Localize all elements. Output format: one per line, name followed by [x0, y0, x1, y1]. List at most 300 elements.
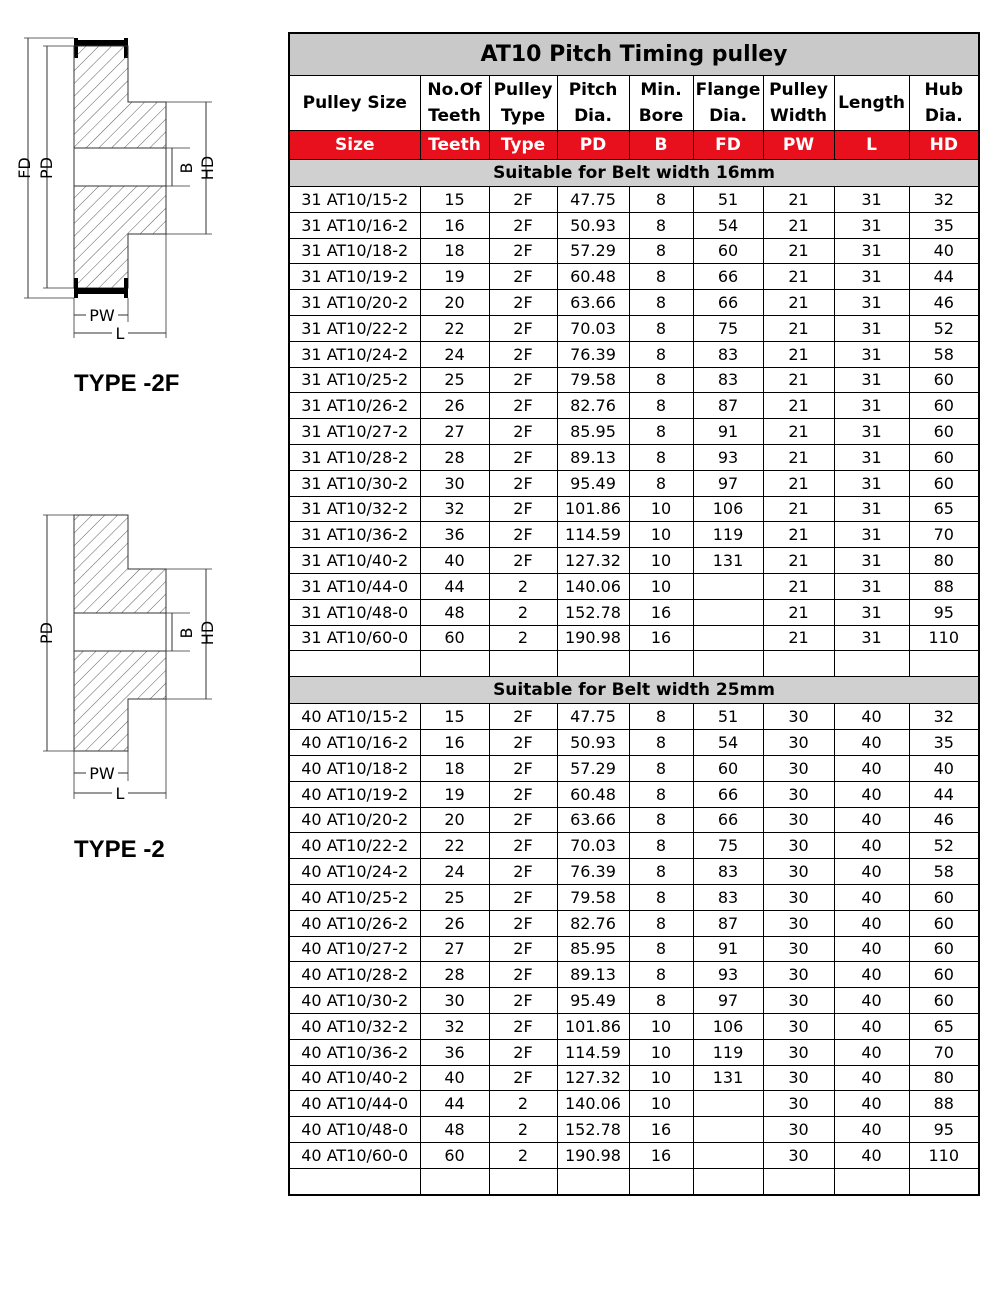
- section-title: Suitable for Belt width 16mm: [289, 160, 979, 187]
- table-cell: 8: [629, 367, 693, 393]
- table-cell: 8: [629, 859, 693, 885]
- table-cell: 70.03: [557, 315, 629, 341]
- table-cell: 30: [420, 988, 489, 1014]
- table-cell: 66: [693, 807, 763, 833]
- table-cell: 2F: [489, 444, 557, 470]
- table-cell: 31: [834, 341, 909, 367]
- table-cell: 47.75: [557, 187, 629, 213]
- table-cell: 50.93: [557, 730, 629, 756]
- table-cell: 40: [909, 755, 979, 781]
- table-cell: 114.59: [557, 1039, 629, 1065]
- table-cell: 31 AT10/25-2: [289, 367, 420, 393]
- table-cell: [693, 1142, 763, 1168]
- table-cell: 8: [629, 187, 693, 213]
- type-2-drawing: [0, 505, 270, 805]
- table-cell: 30: [763, 833, 834, 859]
- table-cell: 40 AT10/22-2: [289, 833, 420, 859]
- column-header-line: Hub: [924, 80, 964, 100]
- table-cell: 60: [909, 936, 979, 962]
- blank-cell: [629, 651, 693, 677]
- dim-pw-label: PW: [89, 764, 115, 783]
- table-cell: 66: [693, 290, 763, 316]
- table-cell: 83: [693, 341, 763, 367]
- table-cell: 57.29: [557, 755, 629, 781]
- table-cell: 2F: [489, 419, 557, 445]
- table-cell: 40: [834, 910, 909, 936]
- table-cell: 22: [420, 315, 489, 341]
- table-cell: 83: [693, 884, 763, 910]
- table-cell: 2F: [489, 884, 557, 910]
- column-header-line: Flange: [695, 80, 761, 100]
- table-row: [289, 1039, 979, 1065]
- table-cell: 8: [629, 419, 693, 445]
- table-row: [289, 833, 979, 859]
- table-cell: 54: [693, 730, 763, 756]
- table-row: [289, 290, 979, 316]
- table-cell: 2F: [489, 1039, 557, 1065]
- table-cell: [693, 573, 763, 599]
- table-cell: 8: [629, 807, 693, 833]
- table-cell: 101.86: [557, 496, 629, 522]
- table-cell: 31: [834, 625, 909, 651]
- table-cell: 32: [909, 704, 979, 730]
- table-cell: 114.59: [557, 522, 629, 548]
- table-cell: 80: [909, 1065, 979, 1091]
- table-cell: 31: [834, 264, 909, 290]
- table-cell: 44: [420, 573, 489, 599]
- table-cell: 8: [629, 470, 693, 496]
- table-cell: 31: [834, 444, 909, 470]
- table-cell: 40 AT10/30-2: [289, 988, 420, 1014]
- table-row: [289, 1065, 979, 1091]
- table-cell: 31: [834, 599, 909, 625]
- column-abbreviation: FD: [693, 131, 763, 160]
- table-row: [289, 522, 979, 548]
- table-cell: 8: [629, 936, 693, 962]
- table-cell: 21: [763, 599, 834, 625]
- table-cell: 60.48: [557, 781, 629, 807]
- table-cell: 40: [834, 781, 909, 807]
- table-cell: 40: [834, 1013, 909, 1039]
- table-cell: 30: [763, 1013, 834, 1039]
- table-cell: 30: [420, 470, 489, 496]
- blank-cell: [489, 1168, 557, 1195]
- table-cell: 2F: [489, 755, 557, 781]
- table-cell: 40 AT10/60-0: [289, 1142, 420, 1168]
- dim-pd-label: PD: [37, 622, 56, 644]
- column-abbreviation: B: [629, 131, 693, 160]
- table-cell: 8: [629, 393, 693, 419]
- table-row: [289, 599, 979, 625]
- table-cell: 40: [834, 936, 909, 962]
- table-cell: 30: [763, 807, 834, 833]
- table-cell: 140.06: [557, 1091, 629, 1117]
- table-cell: 30: [763, 1039, 834, 1065]
- table-cell: 110: [909, 625, 979, 651]
- table-cell: 2F: [489, 936, 557, 962]
- table-cell: 8: [629, 290, 693, 316]
- table-cell: 21: [763, 470, 834, 496]
- table-cell: 8: [629, 264, 693, 290]
- table-cell: 8: [629, 315, 693, 341]
- table-cell: 87: [693, 910, 763, 936]
- table-row: [289, 988, 979, 1014]
- table-cell: 8: [629, 962, 693, 988]
- table-cell: 85.95: [557, 936, 629, 962]
- table-cell: 2F: [489, 910, 557, 936]
- dim-pd-label: PD: [37, 157, 56, 179]
- column-header-line: Dia.: [924, 106, 963, 126]
- table-cell: 60: [693, 755, 763, 781]
- table-cell: 31: [834, 212, 909, 238]
- table-row: [289, 1117, 979, 1143]
- table-cell: 44: [909, 781, 979, 807]
- table-cell: 82.76: [557, 910, 629, 936]
- table-cell: 40: [420, 1065, 489, 1091]
- table-row: [289, 496, 979, 522]
- table-cell: 46: [909, 807, 979, 833]
- blank-cell: [557, 1168, 629, 1195]
- column-header: [289, 76, 420, 131]
- blank-cell: [763, 1168, 834, 1195]
- table-cell: 60: [909, 910, 979, 936]
- type-2f-drawing: [0, 30, 270, 350]
- table-cell: 27: [420, 936, 489, 962]
- dim-l-label: L: [115, 784, 125, 803]
- table-cell: 2: [489, 1117, 557, 1143]
- table-cell: 20: [420, 290, 489, 316]
- table-cell: 40: [834, 833, 909, 859]
- table-cell: 31 AT10/15-2: [289, 187, 420, 213]
- table-cell: 21: [763, 212, 834, 238]
- table-cell: 106: [693, 1013, 763, 1039]
- table-cell: 31 AT10/30-2: [289, 470, 420, 496]
- table-cell: 18: [420, 755, 489, 781]
- table-cell: 32: [420, 1013, 489, 1039]
- section-header-row: [289, 160, 979, 187]
- column-header: [909, 76, 979, 131]
- column-header-line: Dia.: [574, 106, 612, 126]
- table-cell: 2F: [489, 187, 557, 213]
- table-cell: 8: [629, 884, 693, 910]
- blank-row: [289, 651, 979, 677]
- table-cell: 119: [693, 522, 763, 548]
- table-cell: 66: [693, 264, 763, 290]
- table-cell: 152.78: [557, 1117, 629, 1143]
- table-cell: 31: [834, 393, 909, 419]
- table-cell: 31: [834, 315, 909, 341]
- dim-b-label: B: [177, 627, 196, 639]
- table-cell: 31: [834, 419, 909, 445]
- table-cell: 2F: [489, 522, 557, 548]
- table-cell: 2F: [489, 290, 557, 316]
- table-cell: 48: [420, 599, 489, 625]
- blank-cell: [909, 651, 979, 677]
- table-cell: 60.48: [557, 264, 629, 290]
- column-header-line: Dia.: [709, 106, 747, 126]
- table-cell: 152.78: [557, 599, 629, 625]
- table-cell: 48: [420, 1117, 489, 1143]
- table-cell: 31 AT10/24-2: [289, 341, 420, 367]
- table-cell: 31 AT10/20-2: [289, 290, 420, 316]
- column-header: [489, 76, 557, 131]
- table-cell: 60: [420, 625, 489, 651]
- table-cell: 8: [629, 212, 693, 238]
- table-cell: 8: [629, 238, 693, 264]
- table-cell: 79.58: [557, 367, 629, 393]
- table-cell: 58: [909, 341, 979, 367]
- table-cell: 26: [420, 393, 489, 419]
- table-cell: 10: [629, 1039, 693, 1065]
- blank-cell: [289, 651, 420, 677]
- table-cell: 65: [909, 1013, 979, 1039]
- column-abbreviation: Size: [289, 131, 420, 160]
- table-cell: 40 AT10/18-2: [289, 755, 420, 781]
- table-cell: 40 AT10/40-2: [289, 1065, 420, 1091]
- table-cell: 2F: [489, 781, 557, 807]
- table-row: [289, 730, 979, 756]
- column-header: [763, 76, 834, 131]
- table-cell: 18: [420, 238, 489, 264]
- table-row: [289, 1091, 979, 1117]
- table-cell: 131: [693, 1065, 763, 1091]
- column-abbreviation: Teeth: [420, 131, 489, 160]
- table-cell: 63.66: [557, 290, 629, 316]
- table-cell: 50.93: [557, 212, 629, 238]
- table-cell: 8: [629, 781, 693, 807]
- dim-hd-label: HD: [198, 620, 217, 646]
- table-cell: 31: [834, 522, 909, 548]
- column-header: [420, 76, 489, 131]
- table-cell: 40: [834, 884, 909, 910]
- column-abbreviation: Type: [489, 131, 557, 160]
- table-cell: 40: [909, 238, 979, 264]
- table-row: [289, 884, 979, 910]
- table-cell: 40: [834, 859, 909, 885]
- table-cell: 60: [909, 962, 979, 988]
- blank-row: [289, 1168, 979, 1195]
- table-cell: 51: [693, 187, 763, 213]
- table-cell: 2F: [489, 988, 557, 1014]
- table-cell: 31 AT10/32-2: [289, 496, 420, 522]
- table-cell: 47.75: [557, 704, 629, 730]
- table-cell: 101.86: [557, 1013, 629, 1039]
- table-cell: 31 AT10/26-2: [289, 393, 420, 419]
- table-cell: 40: [834, 807, 909, 833]
- column-header: [834, 76, 909, 131]
- table-cell: 75: [693, 315, 763, 341]
- table-cell: 2F: [489, 470, 557, 496]
- table-cell: 44: [909, 264, 979, 290]
- blank-cell: [489, 651, 557, 677]
- table-cell: 40 AT10/48-0: [289, 1117, 420, 1143]
- blank-cell: [289, 1168, 420, 1195]
- table-cell: 22: [420, 833, 489, 859]
- table-cell: 40 AT10/20-2: [289, 807, 420, 833]
- blank-cell: [834, 1168, 909, 1195]
- table-cell: 21: [763, 522, 834, 548]
- column-header: [629, 76, 693, 131]
- table-cell: 106: [693, 496, 763, 522]
- table-row: [289, 341, 979, 367]
- dim-l-label: L: [115, 324, 125, 343]
- column-header-line: Teeth: [428, 106, 481, 126]
- table-cell: 89.13: [557, 962, 629, 988]
- table-cell: 40 AT10/44-0: [289, 1091, 420, 1117]
- table-cell: 2F: [489, 1065, 557, 1091]
- blank-cell: [557, 651, 629, 677]
- table-cell: 54: [693, 212, 763, 238]
- table-row: [289, 755, 979, 781]
- table-cell: 2: [489, 625, 557, 651]
- table-cell: 46: [909, 290, 979, 316]
- table-cell: 35: [909, 730, 979, 756]
- table-cell: 16: [420, 212, 489, 238]
- table-cell: 40 AT10/24-2: [289, 859, 420, 885]
- table-cell: 76.39: [557, 859, 629, 885]
- type-2-drawing-svg: [0, 505, 270, 805]
- table-cell: 2F: [489, 704, 557, 730]
- table-cell: 65: [909, 496, 979, 522]
- table-cell: 40: [834, 1142, 909, 1168]
- blank-cell: [834, 651, 909, 677]
- table-cell: [693, 599, 763, 625]
- table-row: [289, 187, 979, 213]
- table-cell: 60: [693, 238, 763, 264]
- dim-pw-label: PW: [89, 306, 115, 325]
- table-cell: 91: [693, 419, 763, 445]
- table-cell: 40: [834, 704, 909, 730]
- table-cell: 40 AT10/25-2: [289, 884, 420, 910]
- table-row: [289, 367, 979, 393]
- table-cell: 2F: [489, 1013, 557, 1039]
- table-cell: 2: [489, 599, 557, 625]
- table-cell: 24: [420, 341, 489, 367]
- table-cell: 21: [763, 187, 834, 213]
- table-cell: 2F: [489, 212, 557, 238]
- table-row: [289, 1142, 979, 1168]
- table-cell: 31 AT10/18-2: [289, 238, 420, 264]
- table-cell: 127.32: [557, 1065, 629, 1091]
- table-cell: 95.49: [557, 988, 629, 1014]
- table-cell: 85.95: [557, 419, 629, 445]
- table-cell: 16: [629, 599, 693, 625]
- table-cell: 19: [420, 264, 489, 290]
- dim-fd-label: FD: [15, 157, 34, 179]
- table-cell: 40: [834, 1039, 909, 1065]
- table-cell: 28: [420, 962, 489, 988]
- table-cell: 10: [629, 522, 693, 548]
- table-cell: 2F: [489, 393, 557, 419]
- table-cell: 10: [629, 548, 693, 574]
- table-cell: 21: [763, 367, 834, 393]
- table-cell: 31: [834, 367, 909, 393]
- table-cell: 40 AT10/26-2: [289, 910, 420, 936]
- table-cell: 31: [834, 187, 909, 213]
- table-cell: 21: [763, 625, 834, 651]
- table-cell: 2F: [489, 238, 557, 264]
- table-cell: 31 AT10/28-2: [289, 444, 420, 470]
- table-cell: 30: [763, 884, 834, 910]
- table-row: [289, 470, 979, 496]
- table-cell: 93: [693, 962, 763, 988]
- table-cell: 60: [909, 419, 979, 445]
- table-cell: 30: [763, 755, 834, 781]
- table-cell: 91: [693, 936, 763, 962]
- column-header-line: Type: [500, 106, 546, 126]
- table-cell: 60: [909, 470, 979, 496]
- table-cell: 8: [629, 910, 693, 936]
- table-cell: 60: [420, 1142, 489, 1168]
- table-title: AT10 Pitch Timing pulley: [289, 33, 979, 76]
- table-cell: 40 AT10/28-2: [289, 962, 420, 988]
- table-cell: 21: [763, 548, 834, 574]
- column-abbreviation: PD: [557, 131, 629, 160]
- table-cell: 2: [489, 573, 557, 599]
- table-cell: 66: [693, 781, 763, 807]
- table-cell: 21: [763, 419, 834, 445]
- section-header-row: [289, 677, 979, 704]
- table-cell: 31 AT10/60-0: [289, 625, 420, 651]
- table-row: [289, 548, 979, 574]
- blank-cell: [909, 1168, 979, 1195]
- table-cell: 36: [420, 522, 489, 548]
- table-cell: 88: [909, 1091, 979, 1117]
- table-cell: 21: [763, 444, 834, 470]
- table-cell: 21: [763, 496, 834, 522]
- table-cell: 97: [693, 470, 763, 496]
- blank-cell: [693, 1168, 763, 1195]
- table-cell: 2F: [489, 496, 557, 522]
- table-cell: 93: [693, 444, 763, 470]
- table-cell: 82.76: [557, 393, 629, 419]
- table-cell: 35: [909, 212, 979, 238]
- table-cell: [693, 1117, 763, 1143]
- table-cell: 21: [763, 315, 834, 341]
- table-cell: 8: [629, 704, 693, 730]
- table-cell: 40: [834, 962, 909, 988]
- table-cell: 83: [693, 859, 763, 885]
- table-cell: 16: [629, 1142, 693, 1168]
- table-cell: 16: [629, 1117, 693, 1143]
- table-cell: 40 AT10/27-2: [289, 936, 420, 962]
- table-cell: 2: [489, 1091, 557, 1117]
- table-cell: 8: [629, 755, 693, 781]
- table-cell: 52: [909, 833, 979, 859]
- table-cell: 21: [763, 290, 834, 316]
- table-cell: 60: [909, 367, 979, 393]
- table-cell: 2F: [489, 807, 557, 833]
- table-cell: 16: [420, 730, 489, 756]
- column-header-line: Length: [838, 93, 905, 113]
- table-cell: 26: [420, 910, 489, 936]
- table-cell: 57.29: [557, 238, 629, 264]
- table-cell: 40: [420, 548, 489, 574]
- table-cell: 190.98: [557, 625, 629, 651]
- table-cell: 89.13: [557, 444, 629, 470]
- table-cell: 31: [834, 290, 909, 316]
- table-cell: 15: [420, 704, 489, 730]
- table-cell: 21: [763, 238, 834, 264]
- dim-hd-label: HD: [198, 155, 217, 181]
- table-cell: 31: [834, 548, 909, 574]
- table-cell: 140.06: [557, 573, 629, 599]
- table-cell: 31 AT10/40-2: [289, 548, 420, 574]
- table-cell: 95: [909, 599, 979, 625]
- table-cell: 2F: [489, 367, 557, 393]
- table-cell: 2F: [489, 548, 557, 574]
- table-row: [289, 704, 979, 730]
